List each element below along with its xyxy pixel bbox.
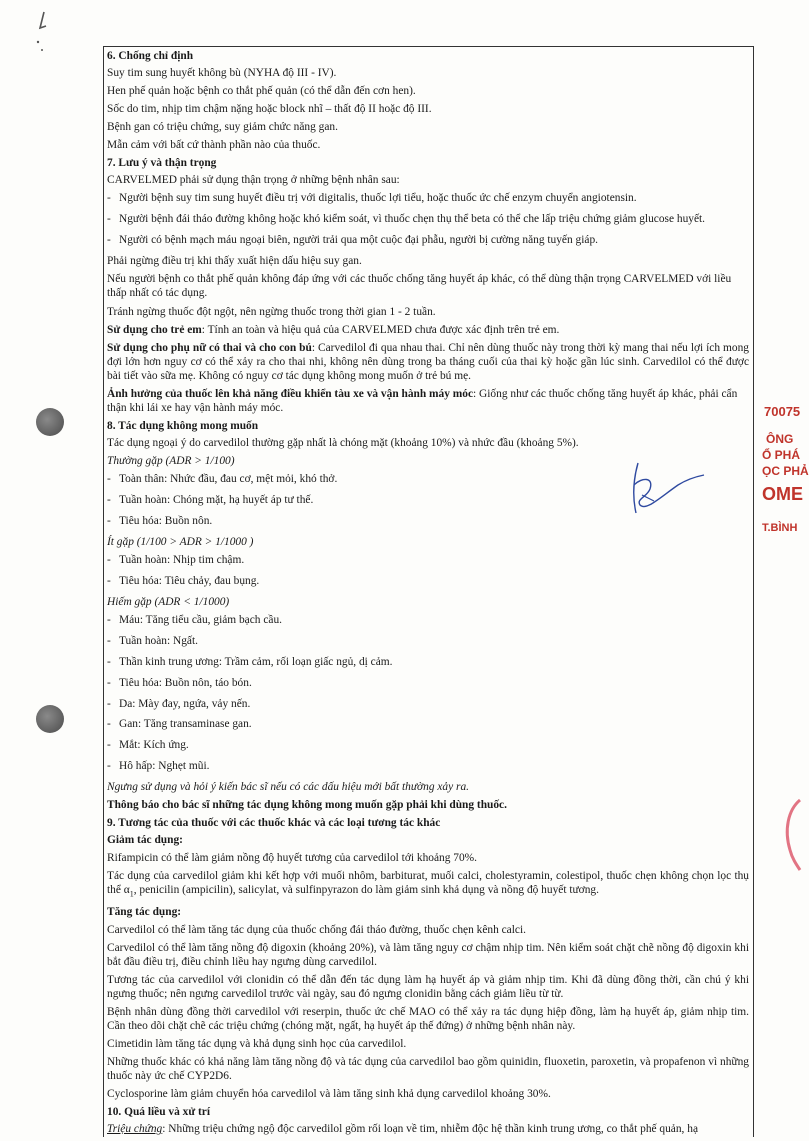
punch-hole-top [36,408,64,436]
preg-label: Sử dụng cho phụ nữ có thai và cho con bú [107,342,312,355]
s8-rare-item: - Tuần hoàn: Ngất. [107,635,749,649]
s9-inc-line: Carvedilol có thể làm tăng nồng độ digoxin (khoảng 20%), và làm tăng nguy cơ chậm nhịp tim. Nên kiểm soát chặt chẽ nồng độ digoxin khi bắt đầu điều trị, điều chỉnh liều hay ngưng dùng carvedilol. [107,941,749,968]
preg-text: : Carvedilol đi qua nhau thai. Chỉ nên dùng thuốc này trong thời kỳ mang thai nếu lợi ích mong đợi lớn hơn nguy cơ có thể xảy ra cho thai nhi, không nên dùng trong ba tháng cuối của thai kỳ hoặc gần lúc sinh. Carvedilol có thể được bài tiết vào sữa mẹ. Không có nguy cơ tác dụng không mong muốn ở trẻ bú mẹ. [107,342,749,382]
s8-common-item: - Toàn thân: Nhức đầu, đau cơ, mệt mỏi, khó thở. [107,473,749,487]
s8-intro: Tác dụng ngoại ý do carvedilol thường gặp nhất là chóng mặt (khoảng 10%) và nhức đầu (khoảng 5%). [107,437,579,449]
dec2-part-a: Tác dụng của carvedilol giảm khi kết hợp với muối nhôm, barbiturat, muối calci, cholestyramin, colestipol, thuốc chẹn không chọn lọc thụ thể α [107,870,749,897]
s8-common-item: - Tuần hoàn: Chóng mặt, hạ huyết áp tư thế. [107,494,749,508]
s7-intro: CARVELMED phải sử dụng thận trọng ở những bệnh nhân sau: [107,174,400,187]
s7-bullet: - Người có bệnh mạch máu ngoại biên, người trải qua một cuộc đại phẫu, người bị cường năng tuyến giáp. [107,234,749,248]
s8-uncommon-item: - Tuần hoàn: Nhịp tim chậm. [107,554,749,568]
stamp-line: ỌC PHẢ [762,464,809,478]
s9-dec-line [107,870,749,901]
s8-notice: Thông báo cho bác sĩ những tác dụng không mong muốn gặp phải khi dùng thuốc. [107,799,507,812]
child-text: : Tính an toàn và hiệu quả của CARVELMED chưa được xác định trên trẻ em. [201,324,560,337]
s8-rare-item: - Thần kinh trung ương: Trầm cảm, rối loạn giấc ngủ, dị cảm. [107,656,749,670]
drive-text: : Giống như các thuốc chống tăng huyết áp khác, phải cẩn thận khi lái xe hay vận hành máy móc. [107,388,738,414]
s8-rare-item: - Da: Mày đay, ngứa, vảy nến. [107,698,749,712]
corner-mark-icon [28,8,58,58]
s8-rare-item: - Máu: Tăng tiểu cầu, giảm bạch cầu. [107,614,749,628]
dec2-part-b: , penicilin (ampicilin), salicylat, và sulfinpyrazon do làm giảm sinh khả dụng và nồng độ huyết tương. [133,884,599,897]
s9-inc-line: Tương tác của carvedilol với clonidin có thể dẫn đến tác dụng làm hạ huyết áp và giảm nhịp tim. Khi đã dùng đồng thời, cần chú ý khi ngưng thuốc; nên ngưng carvedilol trước vài ngày, sau đó ngưng clonidin bằng cách giảm liều từ từ. [107,973,749,1000]
stamp-line: 70075 [764,404,801,419]
s9-inc-line: Bệnh nhân dùng đồng thời carvedilol với reserpin, thuốc ức chế MAO có thể xảy ra tác dụng hiệp đồng, làm hạ huyết áp, giảm nhịp tim. Cần theo dõi chặt chẽ các triệu chứng (chóng mặt, ngất, hạ huyết áp thế đứng) ở những bệnh nhân này. [107,1005,749,1032]
s7-line: Nếu người bệnh co thắt phế quản không đáp ứng với các thuốc chống tăng huyết áp khác, có thể dùng thận trọng CARVELMED với liều thấp nhất có tác dụng. [107,273,732,300]
section-9-heading: 9. Tương tác của thuốc với các thuốc khác và các loại tương tác khác [107,817,441,830]
company-stamp [760,400,809,570]
rare-label: Hiếm gặp (ADR < 1/1000) [107,595,230,608]
symptom-text: : Những triệu chứng ngộ độc carvedilol gồm rối loạn về tim, nhiễm độc hệ thần kinh trung ương, co thắt phế quản, hạ [162,1123,699,1135]
child-label: Sử dụng cho trẻ em [107,324,202,337]
section-10-heading: 10. Quá liều và xử trí [107,1106,211,1119]
s9-dec-line: Rifampicin có thể làm giảm nồng độ huyết tương của carvedilol tới khoảng 70%. [107,852,477,865]
s7-line: Phải ngừng điều trị khi thấy xuất hiện dấu hiệu suy gan. [107,255,362,268]
s9-inc-line: Carvedilol có thể làm tăng tác dụng của thuốc chống đái tháo đường, thuốc chẹn kênh calci. [107,923,526,936]
section-6-heading: 6. Chống chỉ định [107,50,194,62]
s8-uncommon-item: - Tiêu hóa: Tiêu chảy, đau bụng. [107,575,749,589]
s7-driving [107,388,749,416]
drive-label: Ảnh hưởng của thuốc lên khả năng điều khiển tàu xe và vận hành máy móc [107,388,474,401]
section-8-heading: 8. Tác dụng không mong muốn [107,420,259,433]
s8-common-item: - Tiêu hóa: Buồn nôn. [107,515,749,529]
s6-line: Sốc do tim, nhịp tim chậm nặng hoặc block nhĩ – thất độ II hoặc độ III. [107,103,432,116]
s8-rare-item: - Tiêu hóa: Buồn nôn, táo bón. [107,677,749,691]
signature-icon [620,455,710,525]
uncommon-label: Ít gặp (1/100 > ADR > 1/1000 ) [107,535,254,548]
s9-inc-line: Cyclosporine làm giảm chuyển hóa carvedilol và làm tăng sinh khả dụng carvedilol khoảng 30%. [107,1088,551,1100]
stamp-line: Ổ PHÁ [762,448,801,462]
s10-symptoms [107,1123,749,1137]
punch-hole-bottom [36,705,64,733]
common-label: Thường gặp (ADR > 1/100) [107,455,235,468]
s6-line: Suy tim sung huyết không bù (NYHA độ III - IV). [107,66,337,79]
document-body [107,50,749,1141]
s7-pregnancy [107,342,749,384]
s9-inc-line: Những thuốc khác có khả năng làm tăng nồng độ và tác dụng của carvedilol bao gồm quinidin, fluoxetin, paroxetin, và propafenon vì những thuốc này ức chế CYP2D6. [107,1056,749,1082]
stamp-line: ÔNG [766,432,794,446]
s8-rare-item: - Mắt: Kích ứng. [107,739,749,753]
s8-rare-item: - Hô hấp: Nghẹt mũi. [107,760,749,774]
s8-advice: Ngưng sử dụng và hỏi ý kiến bác sĩ nếu có các dấu hiệu mới bất thường xảy ra. [107,781,470,794]
s6-line: Mẫn cảm với bất cứ thành phần nào của thuốc. [107,139,321,152]
s7-children [107,324,749,338]
s7-bullet: - Người bệnh suy tim sung huyết điều trị với digitalis, thuốc lợi tiểu, hoặc thuốc ức chế enzym chuyển angiotensin. [107,192,749,206]
s9-inc-line: Cimetidin làm tăng tác dụng và khả dụng sinh học của carvedilol. [107,1037,407,1050]
s6-line: Bệnh gan có triệu chứng, suy giảm chức năng gan. [107,121,338,134]
s6-line: Hen phế quản hoặc bệnh co thắt phế quản (có thể dẫn đến cơn hen). [107,85,416,97]
s7-bullet: - Người bệnh đái tháo đường không hoặc khó kiểm soát, vì thuốc chẹn thụ thể beta có thể che lấp triệu chứng giảm glucose huyết. [107,213,749,227]
s8-rare-item: - Gan: Tăng transaminase gan. [107,718,749,732]
decrease-label: Giảm tác dụng: [107,834,183,847]
symptom-label: Triệu chứng [107,1123,163,1135]
increase-label: Tăng tác dụng: [107,905,182,918]
dec2-subscript: 1 [129,889,134,899]
stamp-line: T.BÌNH [762,522,798,534]
red-stamp-fragment-icon [780,800,800,870]
stamp-line: OME [762,484,804,504]
s7-line: Tránh ngừng thuốc đột ngột, nên ngừng thuốc trong thời gian 1 - 2 tuần. [107,306,436,318]
section-7-heading: 7. Lưu ý và thận trọng [107,157,217,170]
